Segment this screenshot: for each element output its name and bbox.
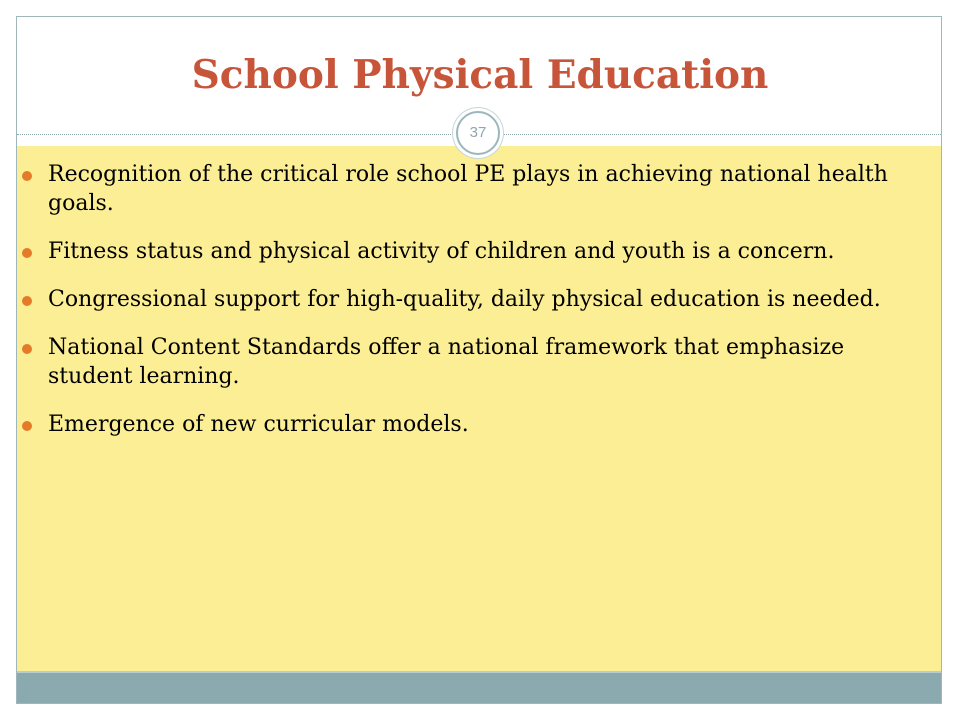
bullet-dot-icon (22, 421, 32, 431)
bullet-text: Fitness status and physical activity of children and youth is a concern. (48, 239, 835, 264)
bullet-dot-icon (22, 296, 32, 306)
bullet-dot-icon (22, 171, 32, 181)
slide-title: School Physical Education (191, 52, 769, 98)
bullet-item (22, 410, 912, 439)
bullet-text: Recognition of the critical role school PE plays in achieving national health goals. (48, 162, 888, 216)
slide-number-badge: 37 (456, 111, 500, 155)
bullet-dot-icon (22, 248, 32, 258)
bullet-text: Emergence of new curricular models. (48, 412, 469, 437)
bullet-item (22, 237, 912, 266)
bullet-list (22, 160, 912, 458)
bullet-dot-icon (22, 344, 32, 354)
bullet-item (22, 285, 912, 314)
bullet-text: National Content Standards offer a national framework that emphasize student learning. (48, 335, 845, 389)
bullet-item (22, 333, 912, 391)
bullet-text: Congressional support for high-quality, daily physical education is needed. (48, 287, 881, 312)
footer-band (17, 671, 942, 704)
bullet-item (22, 160, 912, 218)
